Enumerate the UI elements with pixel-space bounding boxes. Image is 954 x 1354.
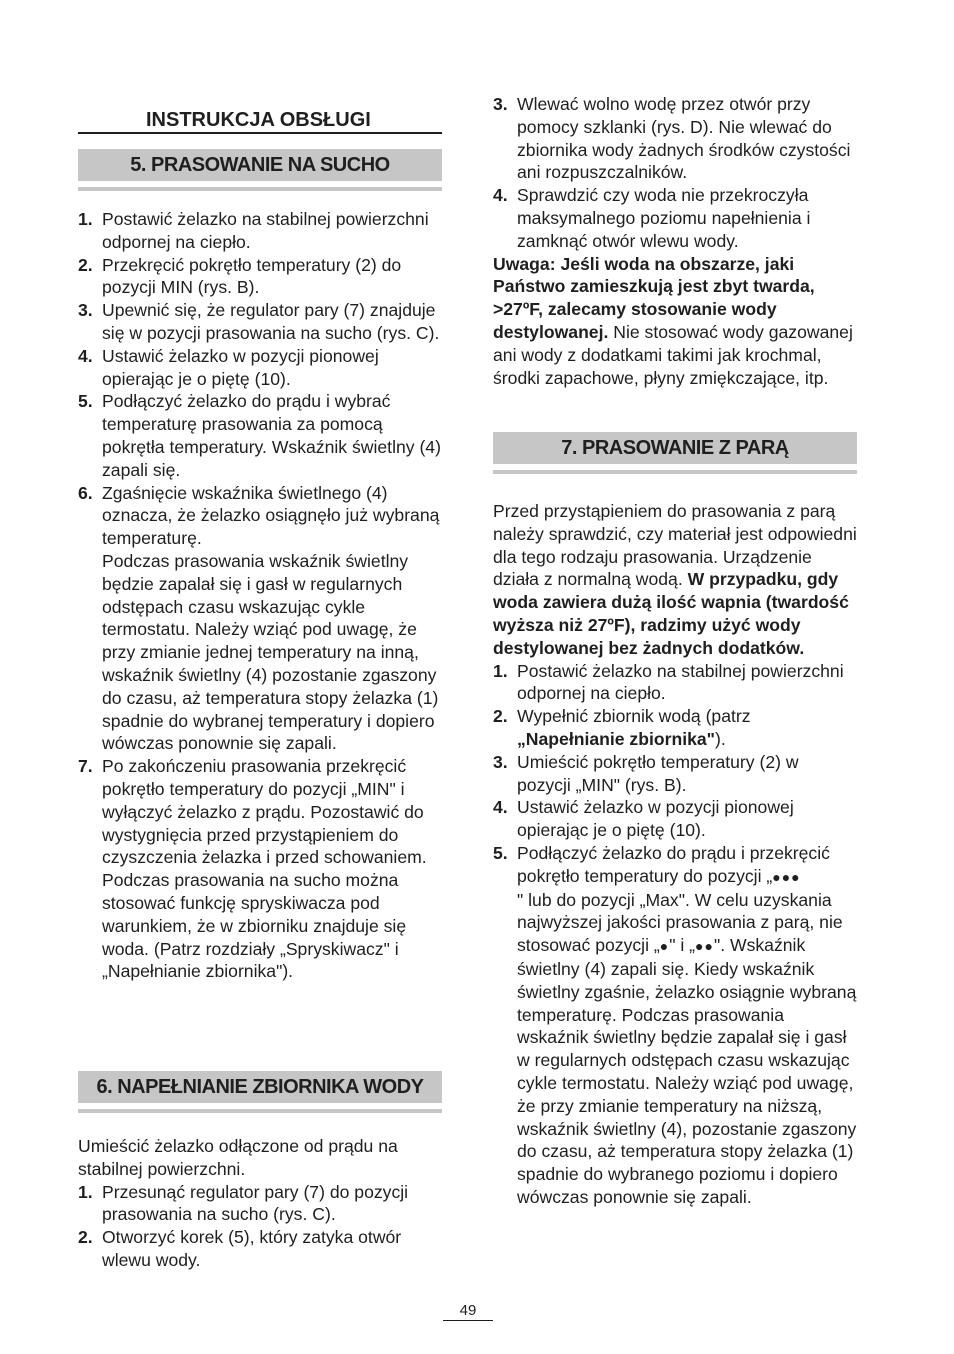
list-item — [78, 208, 442, 254]
item-number: 1. — [78, 209, 93, 229]
section-6-heading: 6. NAPEŁNIANIE ZBIORNIKA WODY — [78, 1071, 442, 1103]
section-5-list — [78, 208, 442, 983]
section-7-header — [493, 432, 857, 474]
page-number: 49 — [443, 1302, 493, 1321]
item-number: 1. — [493, 660, 508, 681]
item-number: 3. — [493, 751, 508, 772]
list-item — [493, 93, 857, 184]
section-divider — [78, 187, 442, 191]
intro-text: Przed przystąpieniem do prasowania z parą należy sprawdzić, czy materiał jest odpowiedni dla tego rodzaju prasowania. Urządzenie działa z normalną wodą. — [493, 501, 857, 590]
section-6-continued — [493, 93, 857, 389]
list-item — [78, 482, 442, 756]
item-text-bold: „Napełnianie zbiornika" — [517, 728, 716, 749]
section-7-list — [493, 660, 857, 1209]
item-number: 4. — [493, 797, 508, 818]
item-text: Po zakończeniu prasowania przekręcić pokrętło temperatury do pozycji „MIN" i wyłączyć żelazko z prądu. Pozostawić do wystygnięcia przed przystąpieniem do czyszczenia żelazka i przed schowaniem. — [102, 756, 427, 868]
section-6-body — [78, 1135, 442, 1272]
list-item — [78, 755, 442, 983]
item-text: Podłączyć żelazko do prądu i wybrać temperaturę prasowania za pomocą pokrętła temperatury. Wskaźnik świetlny (4) zapali się. — [102, 391, 441, 480]
item-text: " lub do pozycji „Max". W celu uzyskania najwyższej jakości prasowania z parą, nie stosować pozycji „ — [517, 889, 843, 956]
section-5-header — [78, 149, 442, 191]
list-item — [493, 796, 857, 842]
item-text: Ustawić żelazko w pozycji pionowej opierając je o piętę (10). — [102, 345, 379, 389]
section-6-header — [78, 1071, 442, 1113]
item-text: Wlewać wolno wodę przez otwór przy pomocy szklanki (rys. D). Nie wlewać do zbiornika wody żadnych środków czystości ani rozpuszczalników. — [517, 94, 851, 183]
item-text: Otworzyć korek (5), który zatyka otwór wlewu wody. — [102, 1227, 402, 1270]
section-7-heading: 7. PRASOWANIE Z PARĄ — [493, 432, 857, 464]
item-number: 2. — [78, 1227, 93, 1248]
item-number: 3. — [78, 300, 93, 321]
document-title: INSTRUKCJA OBSŁUGI — [78, 108, 442, 134]
item-number: 6. — [78, 482, 93, 503]
item-number: 2. — [493, 706, 508, 727]
item-text: Wypełnić zbiornik wodą (patrz — [517, 706, 751, 727]
list-item — [78, 1181, 442, 1227]
item-text: Postawić żelazko na stabilnej powierzchni odpornej na ciepło. — [517, 660, 844, 704]
item-text: Przesunąć regulator pary (7) do pozycji prasowania na sucho (rys. C). — [102, 1181, 409, 1225]
three-dots-icon: ●●● — [772, 868, 801, 885]
section-6-intro: Umieścić żelazko odłączone od prądu na stabilnej powierzchni. — [78, 1136, 398, 1179]
list-item — [493, 842, 857, 1209]
list-item — [493, 184, 857, 252]
item-text: ". Wskaźnik świetlny (4) zapali się. Kiedy wskaźnik świetlny zgaśnie, żelazko osiągnie wybraną temperaturę. Podczas prasowania wskaźnik świetlny będzie zapalał się i gasł w regularnych odstępach czasu wskazując cykle termostatu. Należy wziąć pod uwagę, że przy zmianie temperatury na niższą, wskaźnik świetlny (4), pozostanie zgaszony do czasu, aż temperatura stopy żelazka (1) spadnie do wybranego poziomu i dopiero wówczas ponownie się zapali. — [517, 935, 857, 1207]
section-5-heading: 5. PRASOWANIE NA SUCHO — [78, 149, 442, 181]
item-text: Przekręcić pokrętło temperatury (2) do pozycji MIN (rys. B). — [102, 254, 402, 298]
list-item — [493, 705, 857, 751]
item-number: 5. — [78, 391, 93, 412]
item-number: 1. — [78, 1181, 93, 1202]
item-text: Ustawić żelazko w pozycji pionowej opierając je o piętę (10). — [517, 797, 794, 841]
section-divider — [493, 470, 857, 474]
item-note: Podczas prasowania na sucho można stosować funkcję spryskiwacza pod warunkiem, że w zbiorniku znajduje się woda. (Patrz rozdziały „Spryskiwacz" i „Napełnianie zbiornika"). — [102, 870, 407, 982]
item-text: " i „ — [669, 935, 696, 956]
one-dot-icon: ● — [659, 938, 670, 955]
item-number: 4. — [493, 185, 508, 206]
list-item — [78, 254, 442, 300]
item-number: 5. — [493, 842, 508, 863]
intro-bold: W przypadku, gdy woda zawiera dużą ilość wapnia (twardość wyższa niż 27ºF), radzimy użyć wody destylowanej bez żadnych dodatków. — [493, 569, 849, 658]
list-item — [493, 660, 857, 706]
section-7-intro — [493, 500, 857, 660]
item-text: Upewnić się, że regulator pary (7) znajduje się w pozycji prasowania na sucho (rys. C). — [102, 300, 440, 343]
section-6-list — [78, 1181, 442, 1272]
note-bold: Uwaga: Jeśli woda na obszarze, jaki Państwo zamieszkują jest zbyt twarda, >27ºF, zalecamy stosowanie wody destylowanej. — [493, 253, 815, 342]
note-text: Nie stosować wody gazowanej ani wody z dodatkami takimi jak krochmal, środki zapachowe, płyny zmiękczające, itp. — [493, 321, 853, 388]
item-text: Zgaśnięcie wskaźnika świetlnego (4) oznacza, że żelazko osiągnęło już wybraną temperaturę. — [102, 482, 440, 549]
list-item — [493, 751, 857, 797]
item-note: Podczas prasowania wskaźnik świetlny będzie zapalał się i gasł w regularnych odstępach czasu wskazując cykle termostatu. Należy wziąć pod uwagę, że przy zmianie jednej temperatury na inną, wskaźnik świetlny (4) pozostanie zgaszony do czasu, aż temperatura stopy żelazka (1) spadnie do wybranej temperatury i dopiero wówczas ponownie się zapali. — [102, 550, 439, 754]
item-text: Podłączyć żelazko do prądu i przekręcić pokrętło temperatury do pozycji „ — [517, 842, 830, 886]
item-number: 3. — [493, 94, 508, 114]
item-text: ). — [715, 728, 726, 749]
item-text: Umieścić pokrętło temperatury (2) w pozycji „MIN" (rys. B). — [517, 751, 799, 795]
item-text: Postawić żelazko na stabilnej powierzchni odpornej na ciepło. — [102, 209, 429, 252]
item-number: 4. — [78, 345, 93, 366]
section-6-list-continued — [493, 93, 857, 253]
list-item — [78, 390, 442, 481]
list-item — [78, 299, 442, 345]
list-item — [78, 1226, 442, 1272]
section-7-body — [493, 500, 857, 1209]
water-hardness-note — [493, 253, 857, 390]
section-divider — [78, 1109, 442, 1113]
item-text: Sprawdzić czy woda nie przekroczyła maksymalnego poziomu napełnienia i zamknąć otwór wlewu wody. — [517, 185, 811, 251]
list-item — [78, 345, 442, 391]
item-number: 7. — [78, 756, 93, 777]
item-number: 2. — [78, 254, 93, 275]
two-dots-icon: ●● — [695, 938, 714, 955]
